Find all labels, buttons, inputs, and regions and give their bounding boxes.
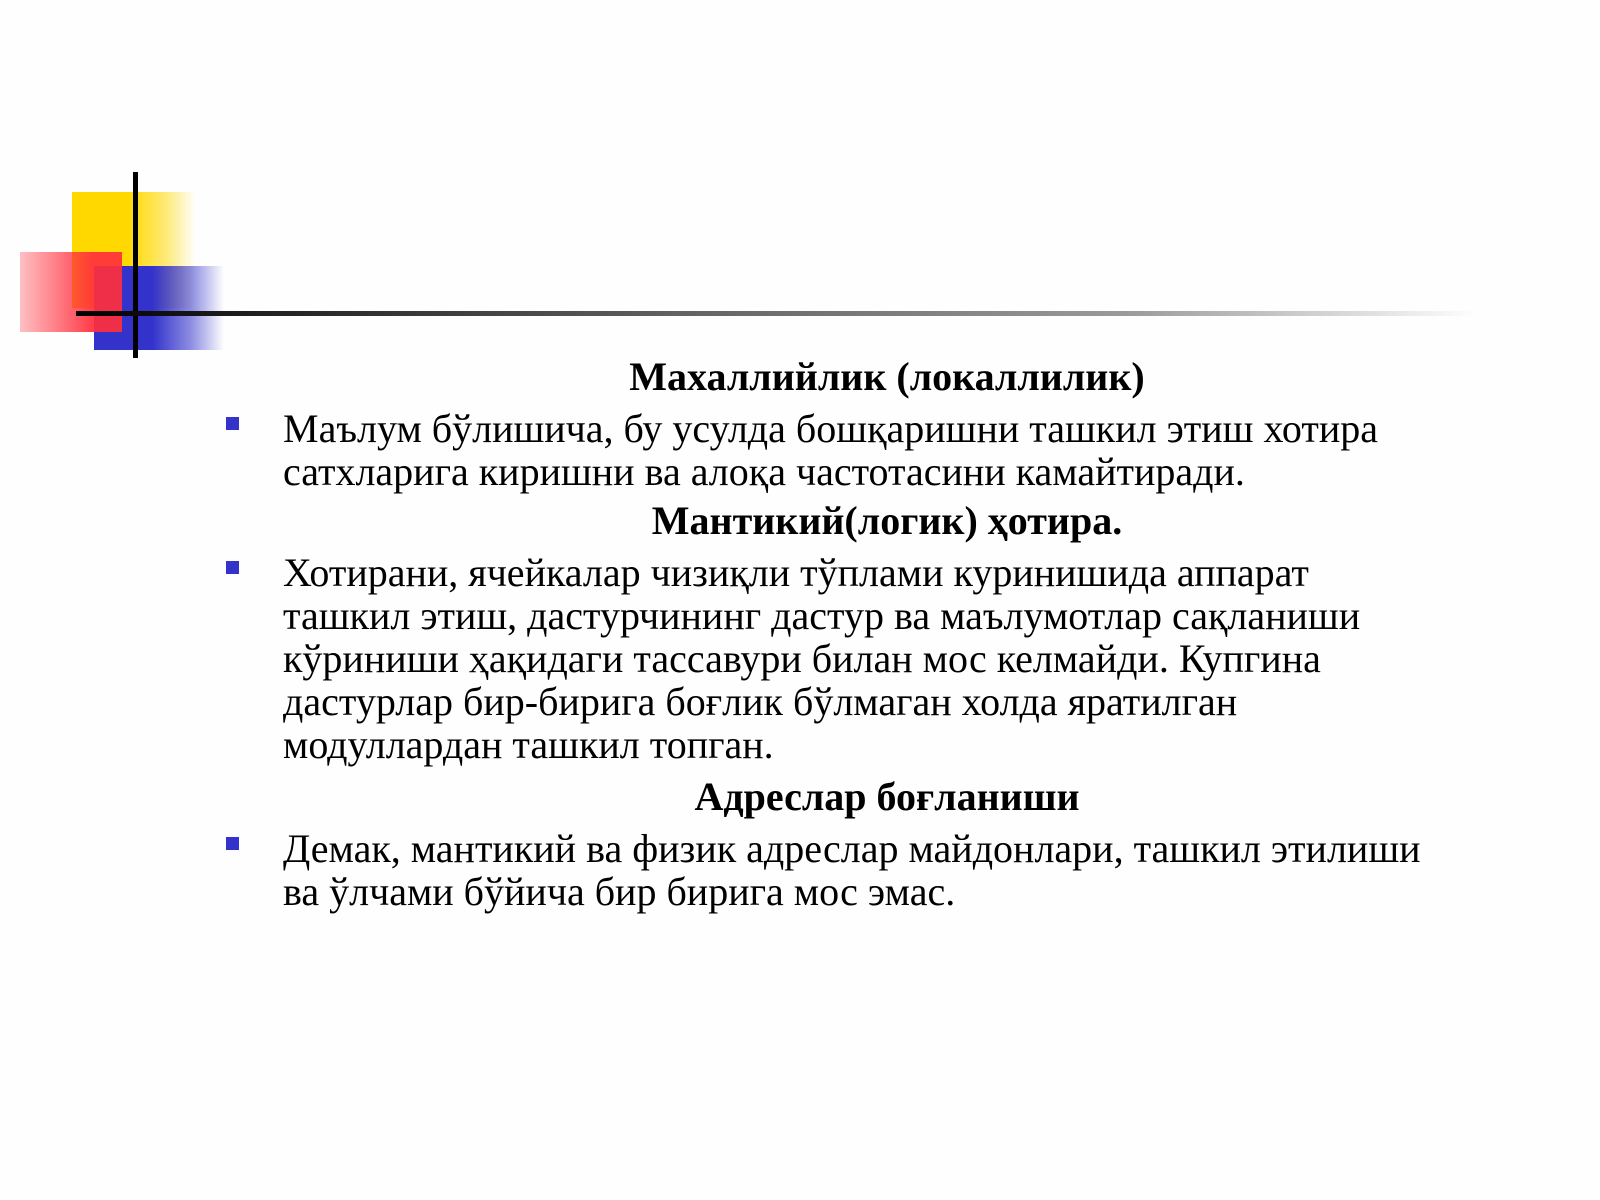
section-heading-address-binding: Адреслар боғланиши: [694, 774, 1080, 819]
bullet-line: ва ўлчами бўйича бир бирига мос эмас.: [283, 869, 956, 914]
bullet-line: дастурлар бир-бирига боғлик бўлмаган холда яратилган: [283, 679, 1238, 724]
decor-red-square: [20, 252, 122, 332]
bullet-text: [283, 551, 1573, 766]
square-bullet-icon: [226, 417, 239, 430]
decor-vertical-line: [133, 172, 138, 358]
bullet-text: [283, 407, 1573, 493]
bullet-line: модуллардан ташкил топган.: [283, 722, 774, 767]
bullet-line: Хотирани, ячейкалар чизиқли тўплами куринишида аппарат: [283, 550, 1309, 595]
bullet-line: Демак, мантикий ва физик адреслар майдонлари, ташкил этилиши: [283, 826, 1421, 871]
bullet-line: ташкил этиш, дастурчининг дастур ва маълумотлар сақланиши: [283, 593, 1361, 638]
bullet-line: сатхларига киришни ва алоқа частотасини камайтиради.: [283, 449, 1245, 494]
square-bullet-icon: [226, 837, 239, 850]
square-bullet-icon: [226, 561, 239, 574]
decor-horizontal-rule: [76, 311, 1476, 316]
section-heading-locality: Махаллийлик (локаллилик): [629, 354, 1145, 399]
bullet-text: [283, 827, 1573, 913]
bullet-line: Маълум бўлишича, бу усулда бошқаришни ташкил этиш хотира: [283, 406, 1379, 451]
section-heading-logical-memory: Мантикий(логик) ҳотира.: [651, 498, 1123, 543]
bullet-line: кўриниши ҳақидаги тассавури билан мос келмайди. Купгина: [283, 636, 1321, 681]
